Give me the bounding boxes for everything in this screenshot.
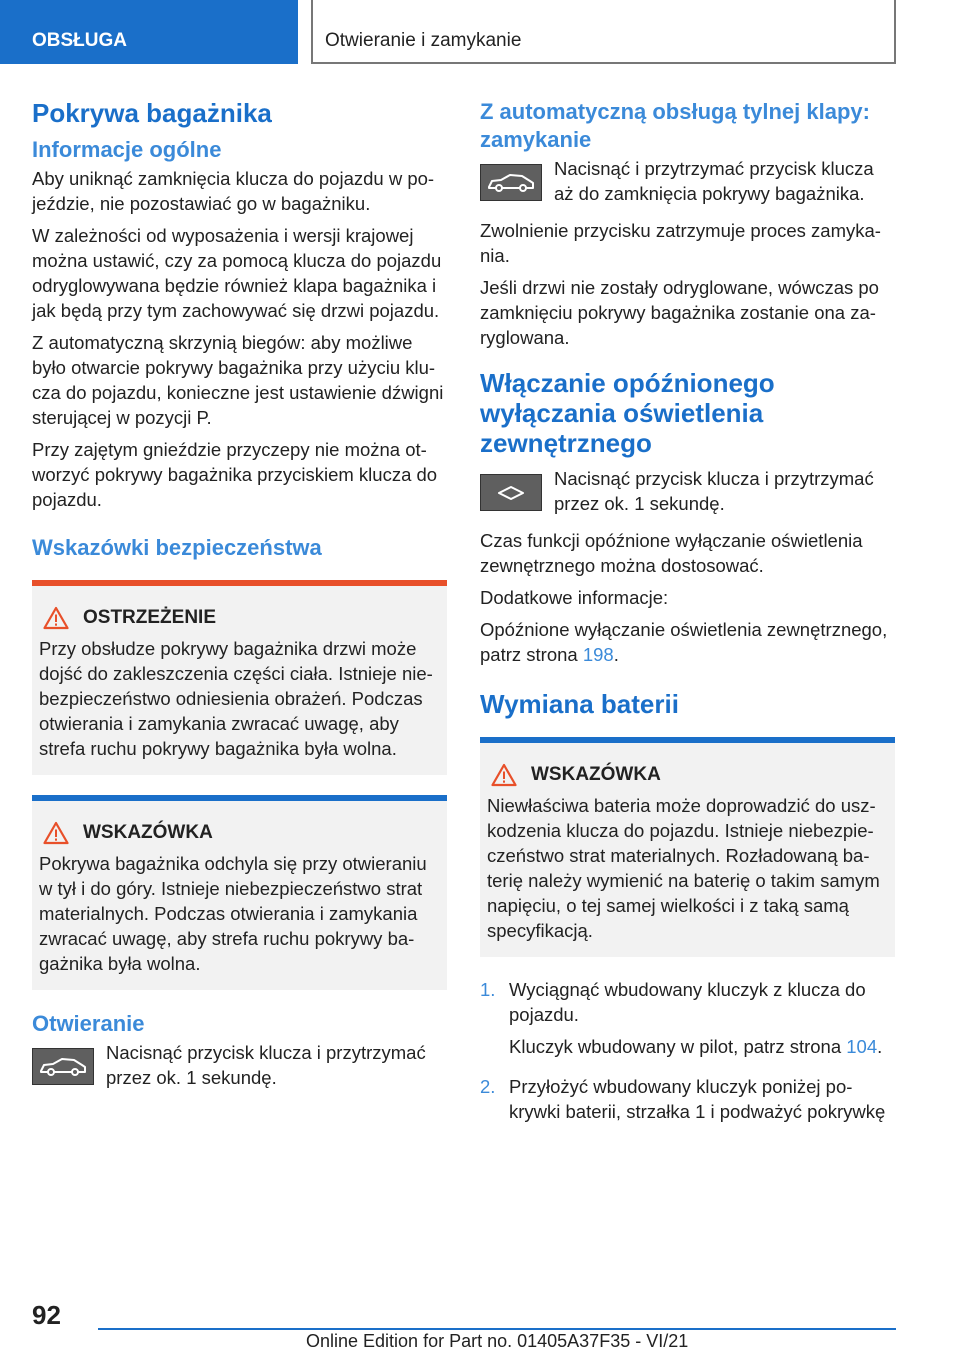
general-para-2: W zależności od wyposażenia i wersji krajowej można ustawić, czy za pomocą klucza do pojazdu odryglowywana będzie również klapa bagażnika i jak będą przy tym zachowywać się drzwi pojazdu.: [32, 225, 442, 321]
notice-title: [39, 821, 439, 845]
lights-para-2: Dodatkowe informacje:: [480, 587, 669, 608]
general-para-4: Przy zajętym gnieździe przyczepy nie można otworzyć pokrywy bagażnika przyciskiem klucza do pojazdu.: [32, 439, 438, 510]
list-item: [480, 1074, 895, 1131]
warning-box: [32, 580, 447, 775]
general-para-3: Z automatyczną skrzynią biegów: aby możliwe było otwarcie pokrywy bagażnika przy użyciu klucza do pojazdu, konieczne jest ustawienie dźwigni sterującej w pozycji P.: [32, 332, 444, 428]
lights-reference: Opóźnione wyłączanie oświetlenia zewnętrznego, patrz strona 198.: [480, 619, 888, 665]
auto-close-heading: Z automatyczną obsługą tylnej klapy: zamykanie: [480, 99, 870, 152]
step-sub-text: Kluczyk wbudowany w pilot, patrz strona: [509, 1036, 847, 1057]
page-number: 92: [32, 1300, 61, 1330]
auto-close-para-1: Zwolnienie przycisku zatrzymuje proces zamykania.: [480, 220, 881, 266]
step-sub-end: .: [877, 1036, 883, 1057]
trunk-lid-title: Pokrywa bagażnika: [32, 98, 272, 128]
opening-heading: Otwieranie: [32, 1011, 145, 1036]
safety-heading: Wskazówki bezpieczeństwa: [32, 535, 322, 560]
lights-heading: Włączanie opóźnionego wyłączania oświetlenia zewnętrznego: [480, 368, 775, 458]
notice-title-text: WSKAZÓWKA: [83, 822, 213, 843]
warning-triangle-icon: [491, 763, 517, 787]
notice-box: [32, 795, 447, 990]
general-info-heading: Informacje ogólne: [32, 137, 222, 162]
battery-notice-box: [480, 737, 895, 957]
footer-edition: Online Edition for Part no. 01405A37F35 - VI/21: [306, 1331, 689, 1351]
warning-title-text: OSTRZEŻENIE: [83, 607, 217, 628]
list-item: [480, 977, 895, 1066]
car-trunk-key-icon: [32, 1048, 94, 1085]
opening-text: Nacisnąć przycisk klucza i przytrzymać przez ok. 1 sekundę.: [106, 1042, 426, 1088]
auto-close-para-2: Jeśli drzwi nie zostały odryglowane, wówczas po zamknięciu pokrywy bagażnika zostanie ona zaryglowana.: [480, 277, 879, 348]
battery-notice-text: Niewłaściwa bateria może doprowadzić do uszkodzenia klucza do pojazdu. Istnieje niebezpieczeństwo strat materialnych. Rozładowaną baterię należy wymienić na baterię o takim samym napięciu, o tej samej wielkości i z taką samą specyfikacją.: [487, 795, 880, 941]
warning-triangle-icon: [43, 606, 69, 630]
warning-text: Przy obsłudze pokrywy bagażnika drzwi może dojść do zakleszczenia części ciała. Istnieje niebezpieczeństwo odniesienia obrażeń. Podczas otwierania i zamykania zwracać uwagę, aby strefa ruchu pokrywy bagażnika była wolna.: [39, 638, 433, 759]
notice-text: Pokrywa bagażnika odchyla się przy otwieraniu w tył i do góry. Istnieje niebezpieczeństwo strat materialnych. Podczas otwierania i zamykania zwracać uwagę, aby strefa ruchu pokrywy bagażnika była wolna.: [39, 853, 427, 974]
footer-divider: [98, 1328, 896, 1330]
lights-instruction: [480, 466, 895, 516]
left-column: [32, 98, 447, 1102]
step-number: 2.: [480, 1076, 496, 1097]
warning-title: [39, 606, 439, 630]
battery-notice-title: [487, 763, 887, 787]
header-section-tab: OBSŁUGA: [0, 0, 298, 64]
lights-para-1: Czas funkcji opóźnione wyłączanie oświetlenia zewnętrznego można dostosować.: [480, 530, 863, 576]
step-text: Przyłożyć wbudowany kluczyk poniżej pokrywki baterii, strzałka 1 i podważyć pokrywkę: [509, 1076, 886, 1122]
headlight-key-icon: [480, 474, 542, 511]
step-number: 1.: [480, 979, 496, 1000]
battery-steps-list: [480, 977, 895, 1131]
step-subtext: [509, 1034, 895, 1059]
car-trunk-key-icon: [480, 164, 542, 201]
warning-triangle-icon: [43, 821, 69, 845]
battery-heading: Wymiana baterii: [480, 689, 679, 719]
general-para-1: Aby uniknąć zamknięcia klucza do pojazdu w pojeździe, nie pozostawiać go w bagażniku.: [32, 168, 435, 214]
lights-ref-text: Opóźnione wyłączanie oświetlenia zewnętrznego, patrz strona: [480, 619, 888, 665]
auto-close-key-text: Nacisnąć i przytrzymać przycisk klucza aż do zamknięcia pokrywy bagażnika.: [554, 158, 874, 204]
step-text: Wyciągnąć wbudowany kluczyk z klucza do pojazdu.: [509, 979, 866, 1025]
opening-instruction: [32, 1040, 447, 1090]
battery-notice-title-text: WSKAZÓWKA: [531, 764, 661, 785]
lights-key-text: Nacisnąć przycisk klucza i przytrzymać przez ok. 1 sekundę.: [554, 468, 874, 514]
right-column: [480, 98, 895, 1139]
header-chapter-title: Otwieranie i zamykanie: [311, 0, 896, 64]
page-link-104[interactable]: 104: [846, 1036, 878, 1057]
page-link-198[interactable]: 198: [582, 644, 614, 665]
step-body: [509, 1074, 895, 1131]
auto-close-instruction: [480, 156, 895, 206]
step-body: [509, 977, 895, 1066]
